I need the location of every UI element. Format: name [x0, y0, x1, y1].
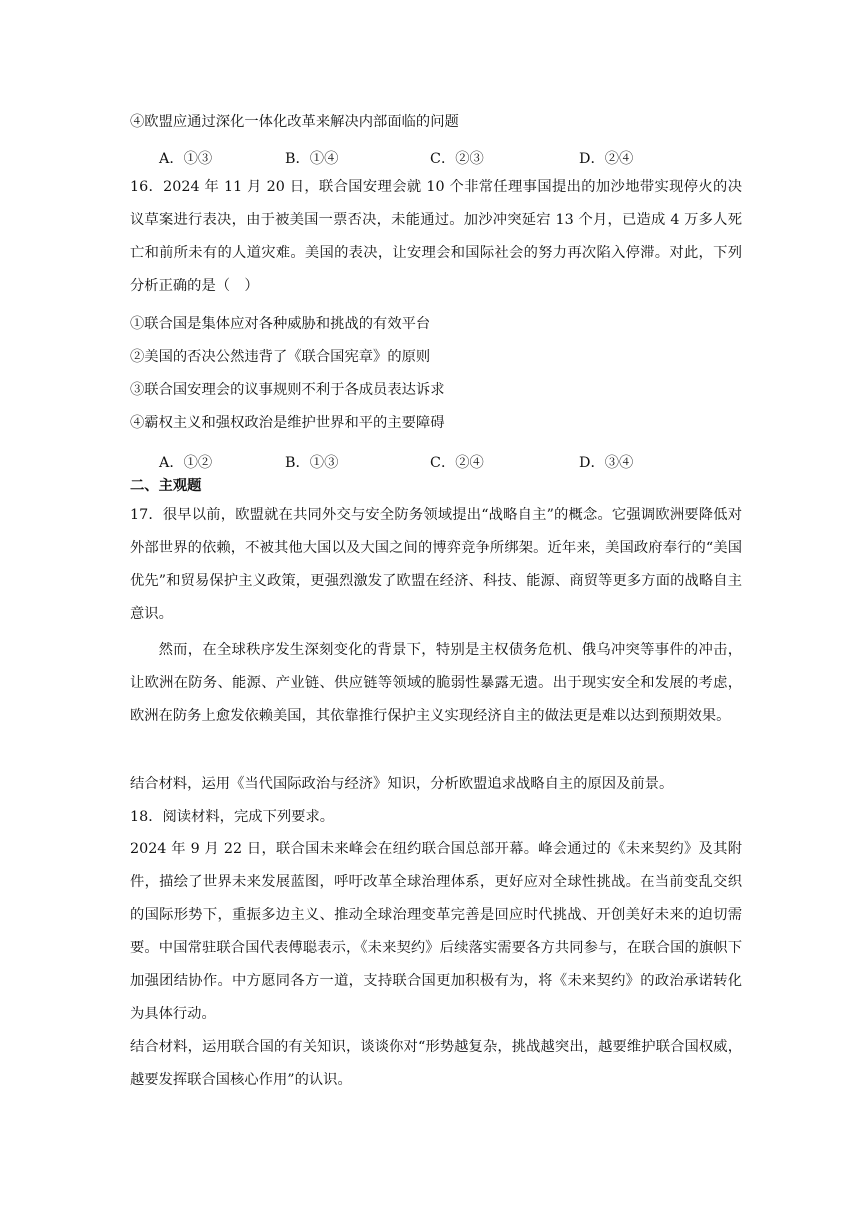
q16-option-b: B．①③	[285, 455, 339, 471]
q16-options	[159, 452, 713, 472]
q17-material-1: 17．很早以前，欧盟就在共同外交与安全防务领域提出“战略自主”的概念。它强调欧洲要降低对外部世界的依赖，不被其他大国以及大国之间的博弈竞争所绑架。近年来，美国政府奉行的“美国优先”和贸易保护主义政策，更强烈激发了欧盟在经济、科技、能源、商贸等更多方面的战略自主意识。	[130, 507, 742, 622]
q16-item-2: ②美国的否决公然违背了《联合国宪章》的原则	[130, 349, 431, 365]
q16-stem: 16．2024 年 11 月 20 日，联合国安理会就 10 个非常任理事国提出的加沙地带实现停火的决议草案进行表决，由于被美国一票否决，未能通过。加沙冲突延宕 13 个月，已造成 4 万多人死亡和前所未有的人道灾难。美国的表决，让安理会和国际社会的努力再次陷入停滞。对此，下列分析正确的是（ ）	[130, 179, 742, 294]
q15-option-b: B．①④	[285, 151, 339, 167]
q15-option-a: A．①③	[159, 151, 213, 167]
q16-option-d: D．③④	[579, 455, 634, 471]
q18-question: 结合材料，运用联合国的有关知识，谈谈你对“形势越复杂，挑战越突出，越要维护联合国权威，越要发挥联合国核心作用”的认识。	[130, 1039, 742, 1088]
q17-material-2: 然而，在全球秩序发生深刻变化的背景下，特别是主权债务危机、俄乌冲突等事件的冲击，让欧洲在防务、能源、产业链、供应链等领域的脆弱性暴露无遗。出于现实安全和发展的考虑，欧洲在防务上愈发依赖美国，其依靠推行保护主义实现经济自主的做法更是难以达到预期效果。	[130, 642, 742, 724]
q15-options	[159, 148, 713, 168]
q16-item-3: ③联合国安理会的议事规则不利于各成员表达诉求	[130, 382, 445, 398]
q17-question: 结合材料，运用《当代国际政治与经济》知识，分析欧盟追求战略自主的原因及前景。	[130, 776, 674, 792]
q16-option-a: A．①②	[159, 455, 213, 471]
q15-option-c: C．②③	[430, 151, 484, 167]
q16-option-c: C．②④	[430, 455, 484, 471]
q15-option-d: D．②④	[579, 151, 634, 167]
q15-item-4: ④欧盟应通过深化一体化改革来解决内部面临的问题	[130, 114, 459, 130]
q18-stem: 18．阅读材料，完成下列要求。	[130, 809, 335, 825]
q16-item-4: ④霸权主义和强权政治是维护世界和平的主要障碍	[130, 415, 445, 431]
section-title: 二、主观题	[130, 478, 202, 494]
q18-material: 2024 年 9 月 22 日，联合国未来峰会在纽约联合国总部开幕。峰会通过的《未来契约》及其附件，描绘了世界未来发展蓝图，呼吁改革全球治理体系，更好应对全球性挑战。在当前变乱交织的国际形势下，重振多边主义、推动全球治理变革完善是回应时代挑战、开创美好未来的迫切需要。中国常驻联合国代表傅聪表示，《未来契约》后续落实需要各方共同参与，在联合国的旗帜下加强团结协作。中方愿同各方一道，支持联合国更加积极有为，将《未来契约》的政治承诺转化为具体行动。	[130, 841, 742, 1022]
q16-item-1: ①联合国是集体应对各种威胁和挑战的有效平台	[130, 316, 431, 332]
